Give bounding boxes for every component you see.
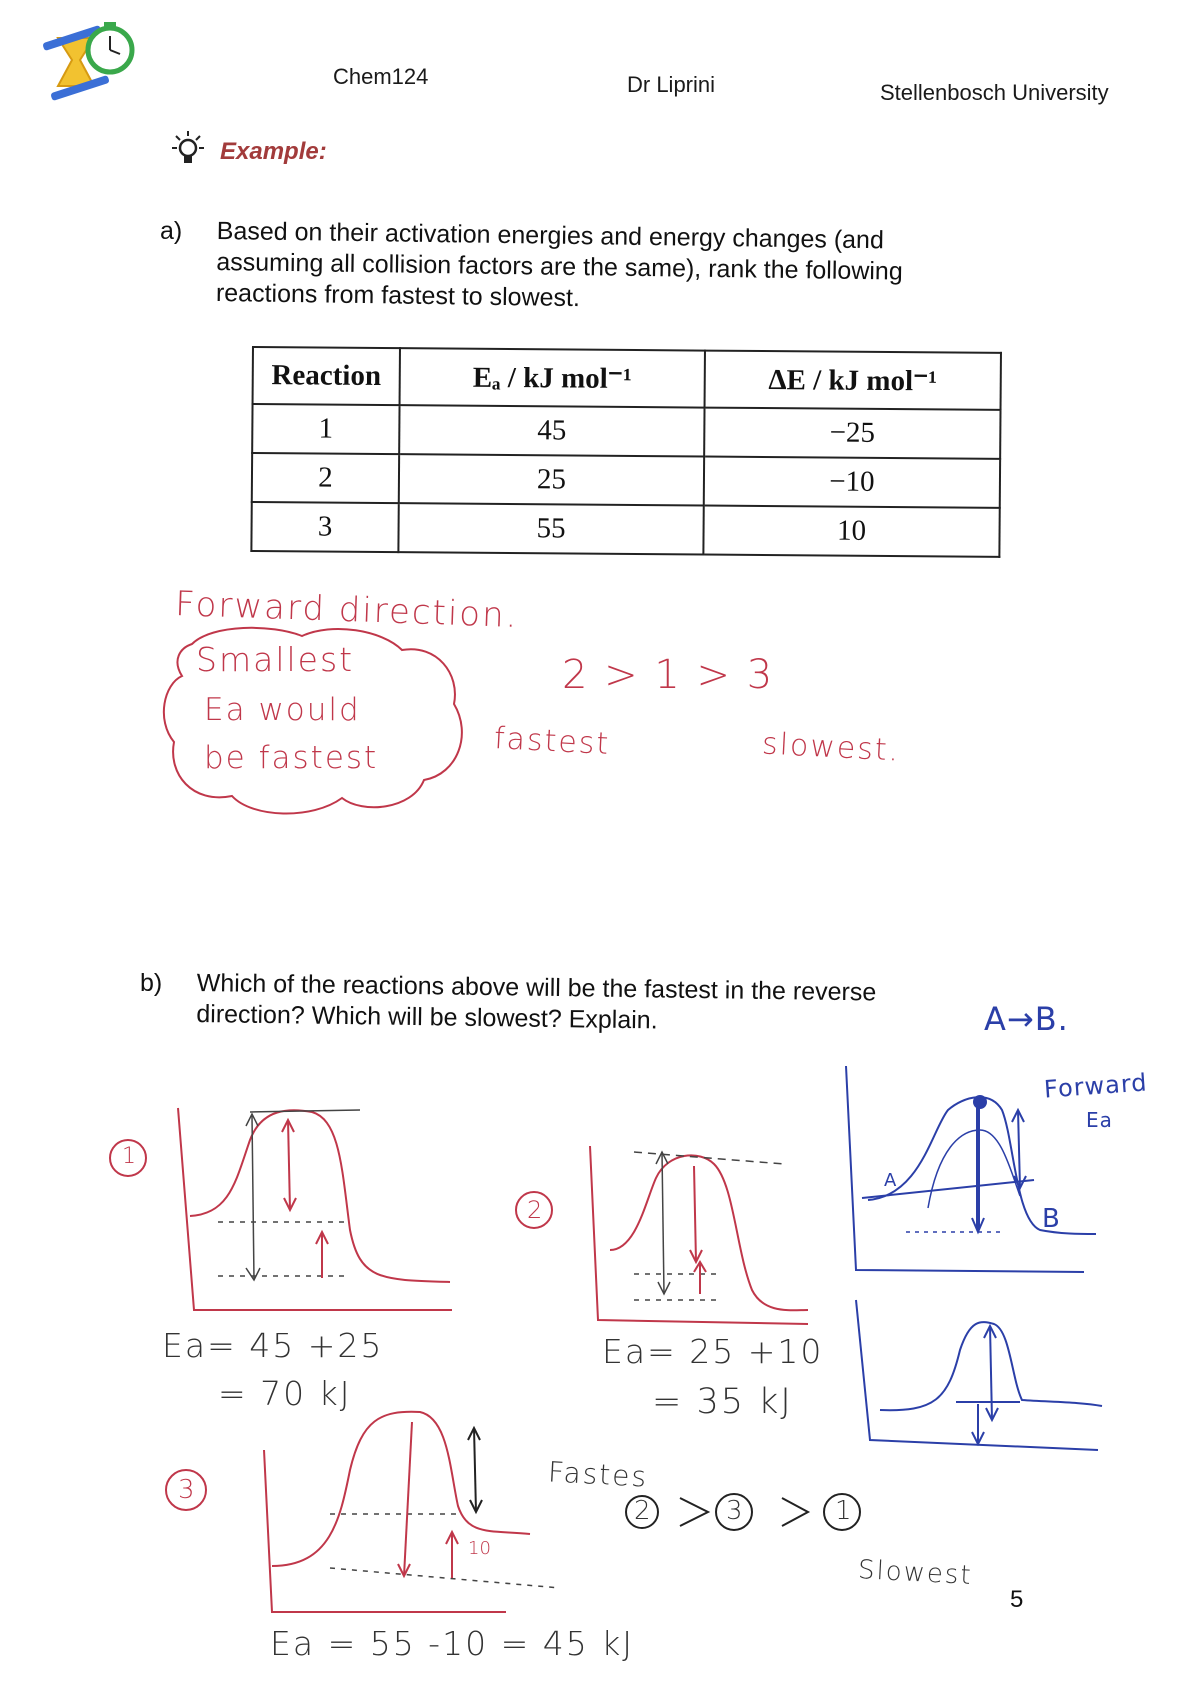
rank-third: 1: [835, 1496, 852, 1526]
handwritten-direction: Forward direction.: [174, 584, 520, 636]
cell-ea: 55: [398, 503, 703, 554]
rank-second: 3: [726, 1496, 743, 1526]
circle-2: 2: [527, 1196, 543, 1224]
column-header-delta-e: ΔE / kJ mol⁻¹: [705, 351, 1001, 410]
rank-first: 2: [634, 1496, 651, 1526]
cell-delta-e: 10: [703, 506, 999, 557]
page-number: 5: [1010, 1586, 1024, 1613]
question-b-marker: b): [140, 969, 163, 997]
question-a-marker: a): [160, 217, 183, 245]
cloud-text-3: be fastest: [204, 740, 379, 776]
cloud-text-2: Ea would: [204, 692, 361, 728]
equation-2a: Ea= 25 +10: [602, 1332, 824, 1371]
cell-reaction: 3: [251, 502, 398, 552]
circle-1: 1: [122, 1144, 136, 1169]
cell-delta-e: −10: [704, 457, 1000, 508]
course-code: Chem124: [333, 64, 429, 89]
column-header-reaction: Reaction: [253, 347, 400, 405]
cloud-text-1: Smallest: [196, 640, 355, 679]
handwritten-ab: A→B.: [984, 1000, 1069, 1038]
diagram-3: [264, 1412, 560, 1612]
equation-1b: = 70 kJ: [218, 1374, 352, 1413]
diagram-reverse: [856, 1300, 1102, 1450]
gt-sign-2: [782, 1498, 808, 1526]
university-name: Stellenbosch University: [880, 80, 1109, 105]
label-10: 10: [468, 1538, 491, 1559]
equation-3: Ea = 55 -10 = 45 kJ: [270, 1624, 635, 1663]
gt-sign-1: [680, 1498, 708, 1526]
cell-ea: 45: [399, 405, 704, 456]
question-a-text: Based on their activation energies and energy changes (and assuming all collision factors are the same), rank the following reactions from fastest to slowest.: [215, 216, 903, 313]
label-a: A: [884, 1170, 898, 1191]
equation-1a: Ea= 45 +25: [162, 1326, 384, 1365]
slowest-label-b: Slowest: [857, 1555, 974, 1591]
forward-ea-label: Ea: [1086, 1108, 1113, 1132]
cell-ea: 25: [399, 454, 704, 505]
slowest-label-a: slowest.: [761, 726, 902, 769]
fastest-label-a: fastest: [493, 720, 612, 763]
circle-3: 3: [178, 1475, 195, 1505]
cell-delta-e: −25: [704, 408, 1000, 459]
column-header-ea: Eₐ / kJ mol⁻¹: [400, 348, 705, 407]
diagram-2: [590, 1146, 808, 1324]
cell-reaction: 2: [252, 453, 399, 503]
question-b-text: Which of the reactions above will be the fastest in the reverse direction? Which will be slowest? Explain.: [196, 968, 877, 1035]
diagram-1: [178, 1108, 452, 1310]
fastest-label-b: Fastes: [547, 1455, 649, 1494]
label-b: B: [1042, 1204, 1061, 1234]
cell-reaction: 1: [252, 404, 399, 454]
forward-label: Forward: [1043, 1068, 1149, 1104]
lecturer-name: Dr Liprini: [627, 72, 716, 97]
equation-2b: = 35 kJ: [652, 1382, 793, 1422]
example-label: Example:: [220, 138, 327, 165]
ranking-a: 2 > 1 > 3: [562, 652, 775, 698]
